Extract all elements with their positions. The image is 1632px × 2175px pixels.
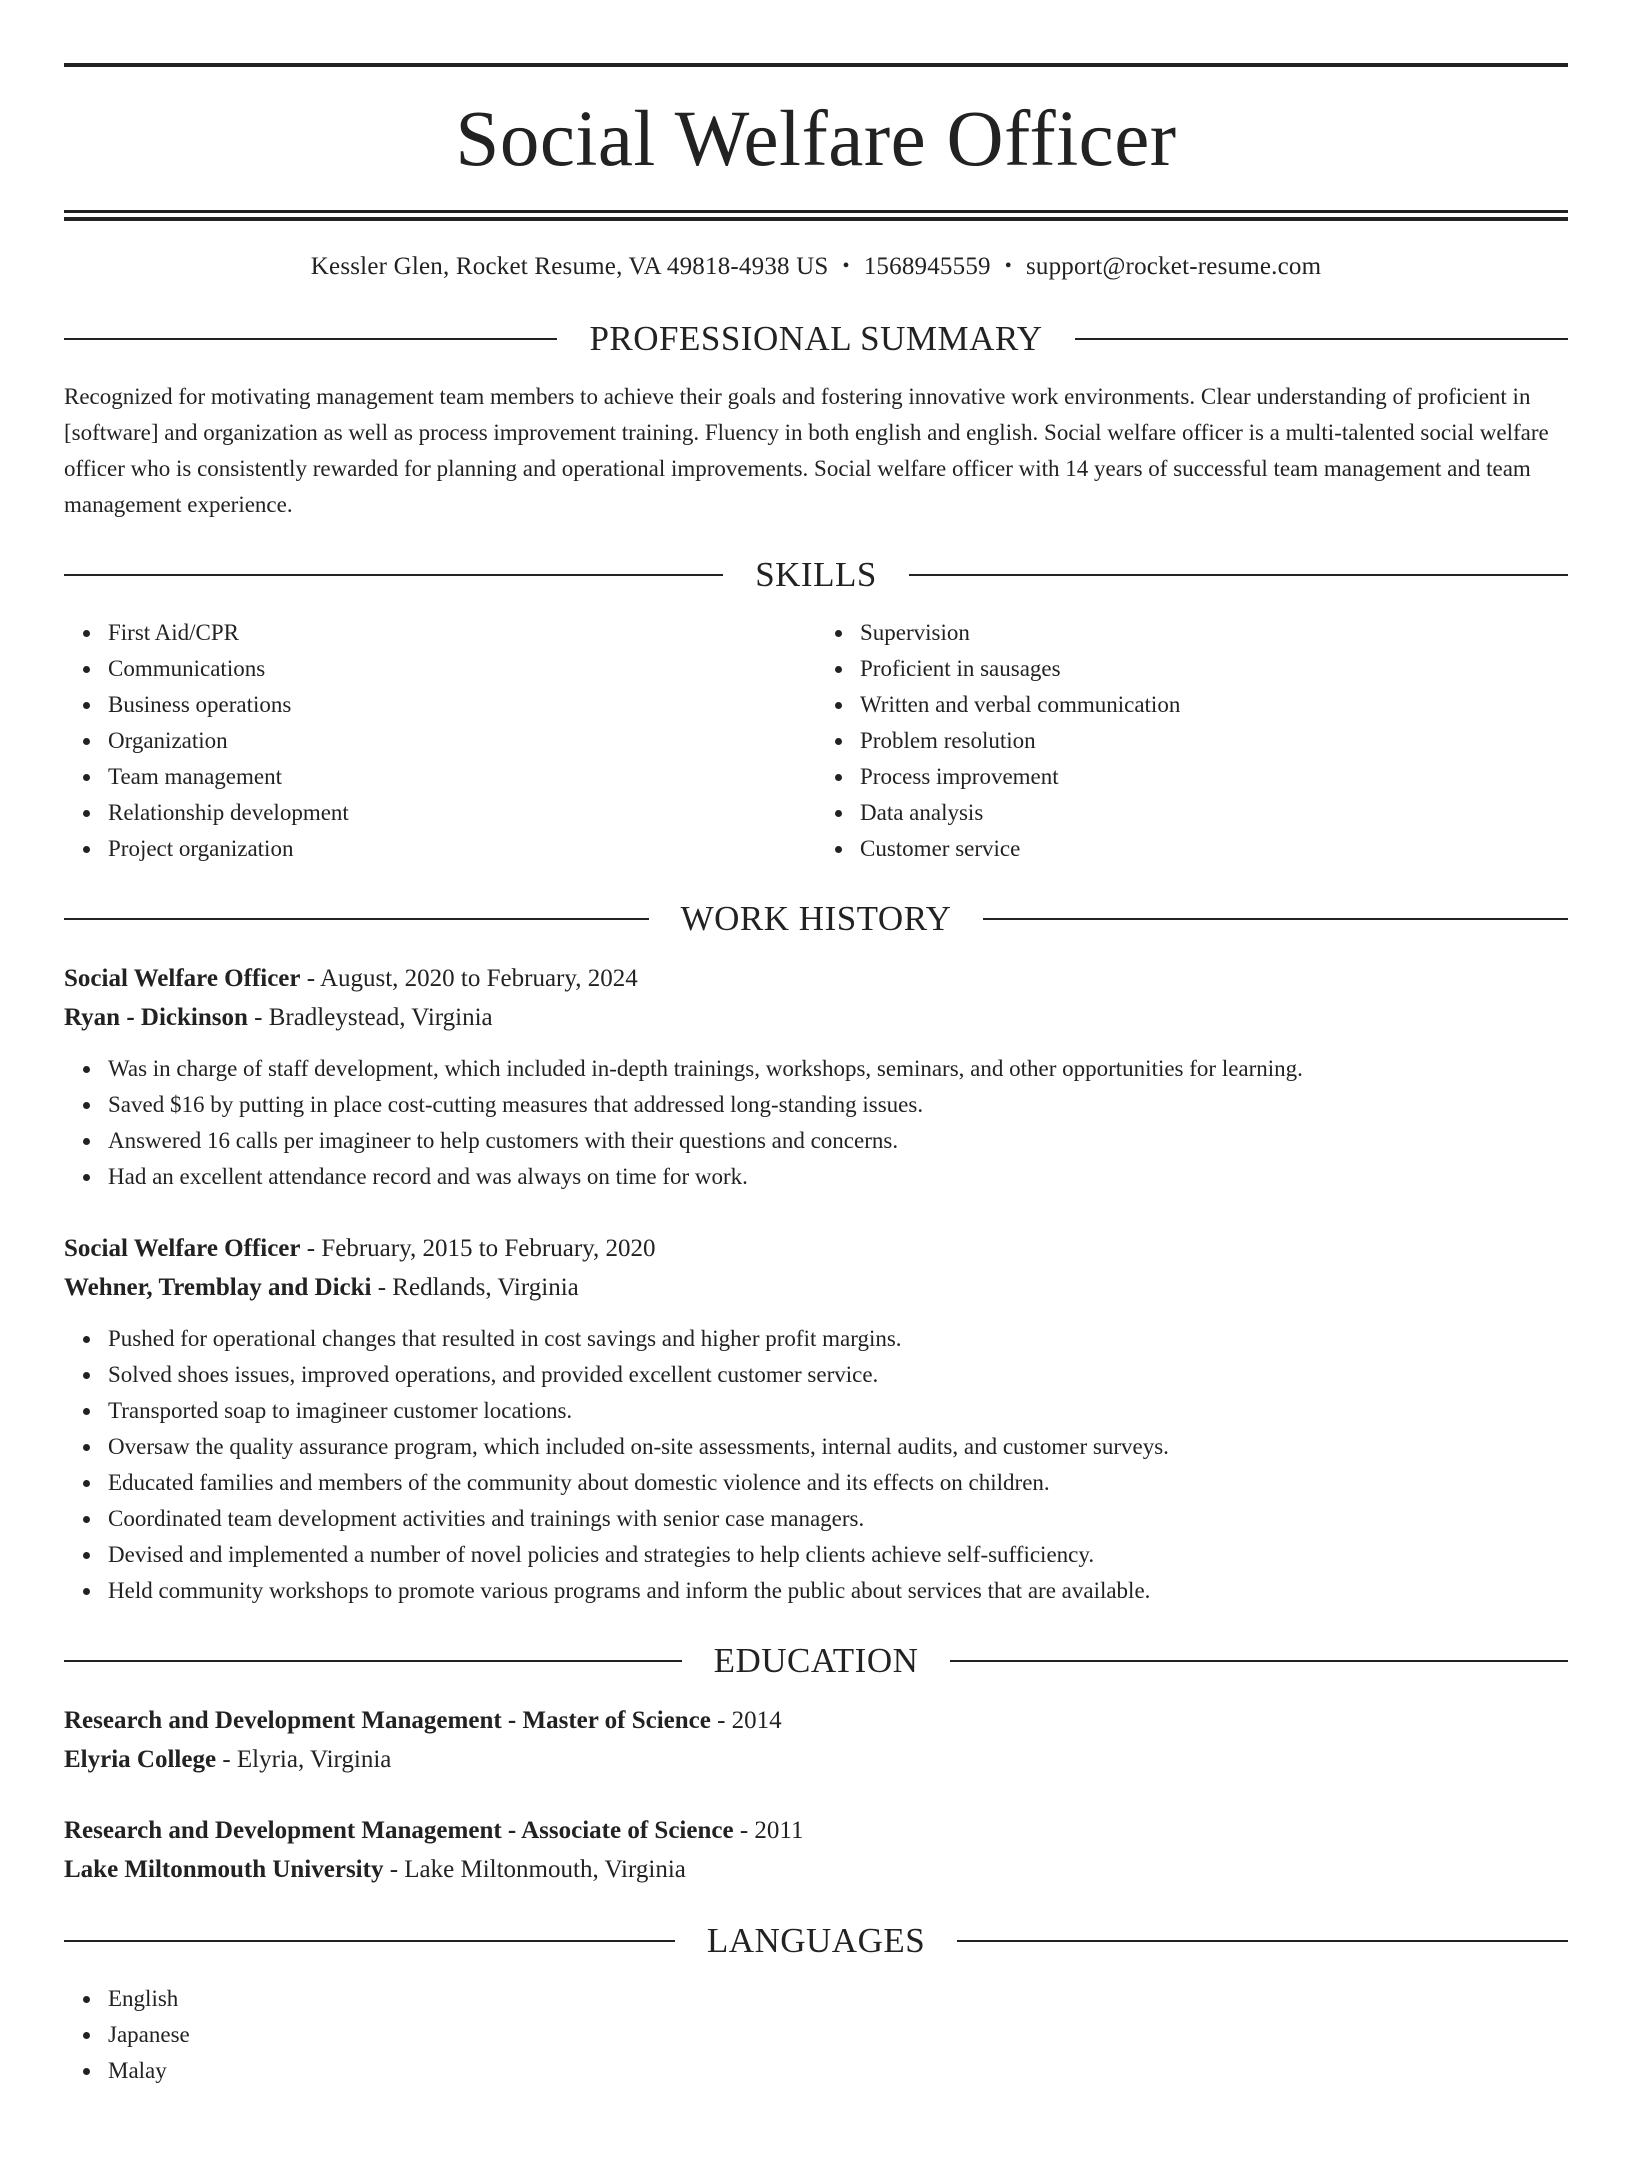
section-rule [950, 1660, 1568, 1662]
job-title: Social Welfare Officer [64, 965, 301, 992]
section-title: EDUCATION [713, 1641, 919, 1680]
job-bullet: Was in charge of staff development, which included in-depth trainings, workshops, seminars, and other opportunities for learning. [108, 1051, 1568, 1087]
skills-list-left [64, 615, 816, 867]
job-title-line [64, 1229, 1568, 1268]
skills-columns [64, 615, 1568, 867]
job-bullet: Transported soap to imagineer customer locations. [108, 1393, 1568, 1429]
contact-separator: • [1004, 255, 1012, 277]
education-entry [64, 1811, 1568, 1889]
contact-email: support@rocket-resume.com [1025, 253, 1322, 280]
job-bullet: Devised and implemented a number of novel policies and strategies to help clients achieve self-sufficiency. [108, 1537, 1568, 1573]
job-bullet: Held community workshops to promote various programs and inform the public about services that are available. [108, 1573, 1568, 1609]
education-year: - 2011 [733, 1817, 804, 1844]
education-degree-line [64, 1701, 1568, 1740]
job-location: - Redlands, Virginia [371, 1274, 579, 1301]
section-rule [957, 1940, 1568, 1942]
job-bullet: Solved shoes issues, improved operations, and provided excellent customer service. [108, 1357, 1568, 1393]
skill-item: Customer service [860, 831, 1568, 867]
job-bullet: Saved $16 by putting in place cost-cutting measures that addressed long-standing issues. [108, 1087, 1568, 1123]
job-title: Social Welfare Officer [64, 1235, 301, 1262]
skill-item: Business operations [108, 687, 816, 723]
skill-item: Problem resolution [860, 723, 1568, 759]
contact-line [64, 246, 1568, 287]
education-school-line [64, 1850, 1568, 1889]
job-title-line [64, 959, 1568, 998]
job-bullet: Pushed for operational changes that resulted in cost savings and higher profit margins. [108, 1321, 1568, 1357]
job-employer-line [64, 1268, 1568, 1307]
education-entry [64, 1701, 1568, 1779]
section-header-skills [64, 551, 1568, 599]
education-degree: Research and Development Management - Master of Science [64, 1707, 711, 1734]
language-item: Japanese [108, 2017, 1568, 2053]
section-rule [1075, 338, 1568, 340]
language-item: English [108, 1981, 1568, 2017]
job-entry [64, 1229, 1568, 1609]
job-bullet: Had an excellent attendance record and was always on time for work. [108, 1159, 1568, 1195]
section-rule [64, 1940, 675, 1942]
section-rule [64, 1660, 682, 1662]
contact-address: Kessler Glen, Rocket Resume, VA 49818-4938 US [310, 253, 829, 280]
job-employer: Wehner, Tremblay and Dicki [64, 1274, 372, 1301]
education-school-line [64, 1740, 1568, 1779]
job-entry [64, 959, 1568, 1195]
education-school: Lake Miltonmouth University [64, 1856, 384, 1883]
section-rule [983, 918, 1568, 920]
languages-list [64, 1981, 1568, 2089]
education-degree: Research and Development Management - Associate of Science [64, 1817, 734, 1844]
job-bullets [64, 1321, 1568, 1609]
section-title: LANGUAGES [706, 1921, 926, 1960]
resume-page [0, 63, 1632, 2175]
education-location: - Elyria, Virginia [216, 1746, 392, 1773]
job-bullet: Oversaw the quality assurance program, which included on-site assessments, internal audits, and customer surveys. [108, 1429, 1568, 1465]
skill-item: First Aid/CPR [108, 615, 816, 651]
skill-item: Project organization [108, 831, 816, 867]
education-degree-line [64, 1811, 1568, 1850]
skill-item: Team management [108, 759, 816, 795]
section-header-languages [64, 1917, 1568, 1965]
skill-item: Process improvement [860, 759, 1568, 795]
section-title: SKILLS [755, 555, 877, 594]
job-location: - Bradleystead, Virginia [247, 1004, 493, 1031]
section-rule [64, 574, 723, 576]
job-bullet: Educated families and members of the community about domestic violence and its effects on children. [108, 1465, 1568, 1501]
job-bullets [64, 1051, 1568, 1195]
section-rule [64, 918, 649, 920]
summary-paragraph: Recognized for motivating management team members to achieve their goals and fostering innovative work environments. Clear understanding of proficient in [software] and organization as well as process improvement training. Fluency in both english and english. Social welfare officer is a multi-talented social welfare officer who is consistently rewarded for planning and operational improvements. Social welfare officer with 14 years of successful team management and team management experience. [64, 384, 1549, 517]
job-bullet: Answered 16 calls per imagineer to help customers with their questions and concerns. [108, 1123, 1568, 1159]
section-header-work [64, 895, 1568, 943]
skill-item: Data analysis [860, 795, 1568, 831]
job-dates: - February, 2015 to February, 2020 [300, 1235, 656, 1262]
job-employer: Ryan - Dickinson [64, 1004, 248, 1031]
section-rule [64, 338, 557, 340]
section-title: PROFESSIONAL SUMMARY [589, 319, 1043, 358]
education-school: Elyria College [64, 1746, 217, 1773]
section-header-education [64, 1637, 1568, 1685]
section-header-summary [64, 315, 1568, 363]
skill-item: Relationship development [108, 795, 816, 831]
title-double-rule [64, 210, 1568, 221]
education-year: - 2014 [710, 1707, 782, 1734]
job-dates: - August, 2020 to February, 2024 [300, 965, 638, 992]
job-bullet: Coordinated team development activities and trainings with senior case managers. [108, 1501, 1568, 1537]
skill-item: Communications [108, 651, 816, 687]
language-item: Malay [108, 2053, 1568, 2089]
education-location: - Lake Miltonmouth, Virginia [383, 1856, 686, 1883]
skill-item: Written and verbal communication [860, 687, 1568, 723]
skill-item: Supervision [860, 615, 1568, 651]
skill-item: Proficient in sausages [860, 651, 1568, 687]
skill-item: Organization [108, 723, 816, 759]
section-rule [909, 574, 1568, 576]
contact-separator: • [842, 255, 850, 277]
job-employer-line [64, 998, 1568, 1037]
section-title: WORK HISTORY [680, 899, 952, 938]
skills-list-right [816, 615, 1568, 867]
top-rule [64, 63, 1568, 67]
contact-phone: 1568945559 [863, 253, 991, 280]
resume-title: Social Welfare Officer [455, 96, 1177, 183]
